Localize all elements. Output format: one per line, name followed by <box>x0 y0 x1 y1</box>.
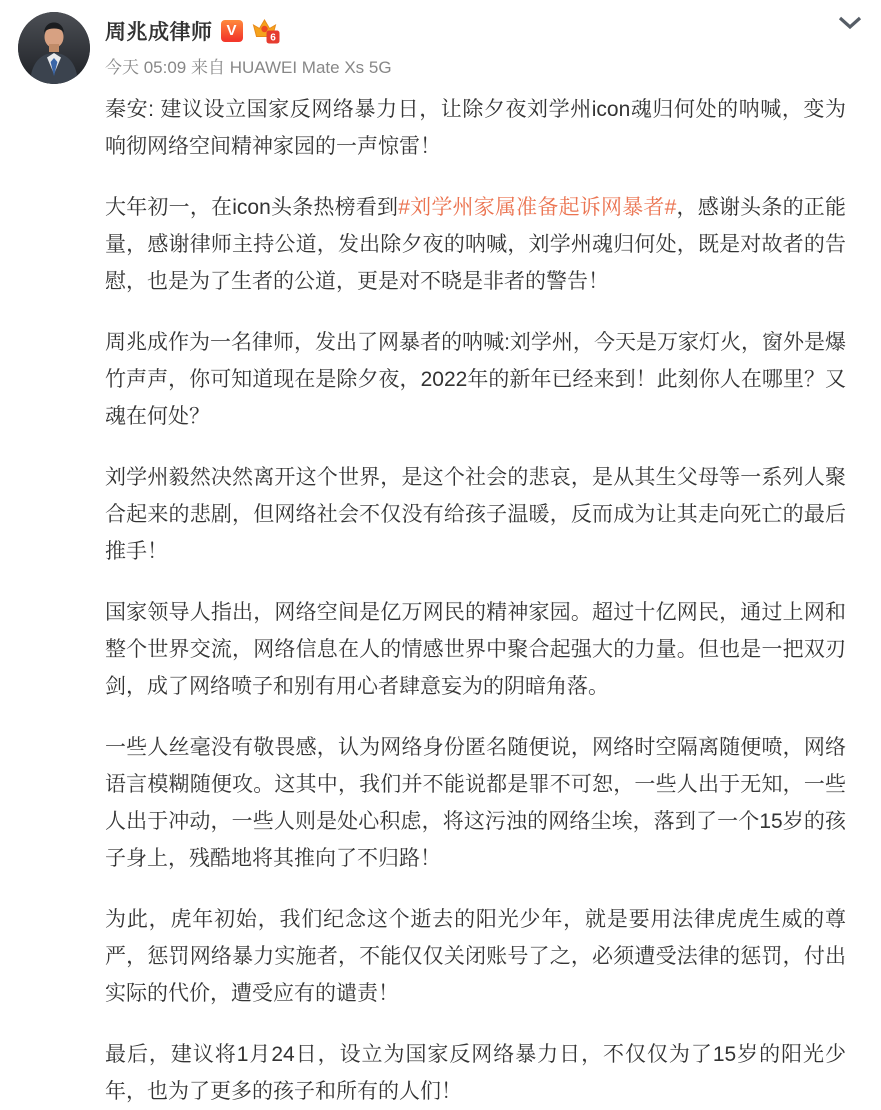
text-segment: 周兆成作为一名律师，发出了网暴者的呐喊:刘学州，今天是万家灯火，窗外是爆竹声声，你可知道现在是除夕夜，2022年的新年已经来到！此刻你人在哪里？又魂在何处？ <box>105 331 846 428</box>
author-name[interactable]: 周兆成律师 <box>105 20 213 44</box>
post-paragraph <box>105 729 846 877</box>
post-paragraph <box>105 594 846 705</box>
post-paragraph <box>105 189 846 300</box>
author-name-row <box>105 17 392 44</box>
post-paragraph <box>105 91 846 165</box>
avatar-photo <box>18 12 90 84</box>
post-timestamp-source: 今天 05:09 来自 HUAWEI Mate Xs 5G <box>105 58 392 77</box>
text-segment: 秦安: 建议设立国家反网络暴力日，让除夕夜刘学州icon魂归何处的呐喊，变为响彻网络空间精神家园的一声惊雷！ <box>105 98 846 158</box>
post-paragraph <box>105 1036 846 1110</box>
verified-v-icon: V <box>221 20 243 42</box>
text-segment: ，感谢头条的正能量，感谢律师主持公道，发出除夕夜的呐喊，刘学州魂归何处，既是对故者的告慰，也是为了生者的公道，更是对不晓是非者的警告！ <box>105 196 847 293</box>
text-segment: 国家领导人指出，网络空间是亿万网民的精神家园。超过十亿网民，通过上网和整个世界交流，网络信息在人的情感世界中聚合起强大的力量。但也是一把双刃剑，成了网络喷子和别有用心者肆意妄为的阴暗角落。 <box>105 601 846 698</box>
post-paragraph <box>105 324 846 435</box>
text-segment: 刘学州毅然决然离开这个世界，是这个社会的悲哀，是从其生父母等一系列人聚合起来的悲剧，但网络社会不仅没有给孩子温暖，反而成为让其走向死亡的最后推手！ <box>105 466 846 563</box>
text-segment: 一些人丝毫没有敬畏感，认为网络身份匿名随便说，网络时空隔离随便喷，网络语言模糊随便攻。这其中，我们并不能说都是罪不可恕，一些人出于无知，一些人出于冲动，一些人则是处心积虑，将这污浊的网络尘埃，落到了一个15岁的孩子身上，残酷地将其推向了不归路！ <box>105 736 846 870</box>
post-body <box>105 91 846 1110</box>
collapse-post-button[interactable] <box>835 10 865 36</box>
text-segment: 最后，建议将1月24日，设立为国家反网络暴力日，不仅仅为了15岁的阳光少年，也为了更多的孩子和所有的人们！ <box>105 1043 846 1103</box>
vip-level-number: 6 <box>269 32 276 44</box>
post-header <box>0 0 881 86</box>
text-segment: 大年初一，在icon头条热榜看到 <box>105 196 399 219</box>
author-block <box>105 17 392 78</box>
avatar[interactable] <box>18 12 90 84</box>
vip-crown-icon <box>251 17 280 44</box>
text-segment: 为此，虎年初始，我们纪念这个逝去的阳光少年，就是要用法律虎虎生威的尊严，惩罚网络暴力实施者，不能仅仅关闭账号了之，必须遭受法律的惩罚，付出实际的代价，遭受应有的谴责！ <box>105 908 846 1005</box>
chevron-down-icon <box>838 16 862 30</box>
post-paragraph <box>105 459 846 570</box>
post-paragraph <box>105 901 846 1012</box>
hashtag-link[interactable]: #刘学州家属准备起诉网暴者# <box>398 196 677 219</box>
